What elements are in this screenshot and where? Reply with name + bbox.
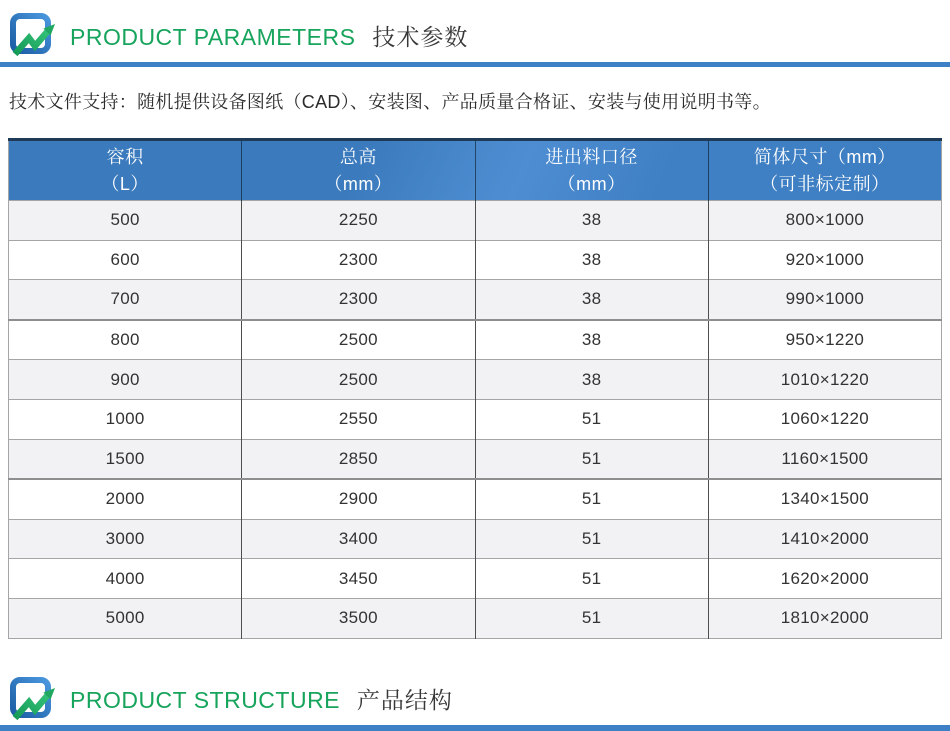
table-cell: 51 [475, 479, 708, 519]
table-cell: 2500 [242, 360, 475, 400]
table-cell: 500 [110, 210, 140, 230]
table-row [9, 320, 942, 360]
table-cell: 38 [475, 360, 708, 400]
table-cell: 2850 [242, 439, 475, 479]
table-cell: 2300 [242, 280, 475, 320]
section-title-en: PRODUCT PARAMETERS [70, 23, 356, 50]
table-cell: 2550 [242, 399, 475, 439]
table-cell: 1340×1500 [708, 479, 941, 519]
table-cell: 1010×1220 [708, 360, 941, 400]
parameters-table [8, 138, 942, 639]
table-cell: 1500 [105, 448, 145, 468]
column-header: 总高 （mm） [242, 140, 475, 201]
table-cell: 38 [475, 280, 708, 320]
table-row [9, 399, 942, 439]
table-cell: 2900 [242, 479, 475, 519]
table-cell: 4000 [105, 568, 145, 588]
table-cell: 1410×2000 [708, 519, 941, 559]
table-cell: 51 [475, 439, 708, 479]
table-cell: 38 [475, 320, 708, 360]
table-row [9, 559, 942, 599]
table-row [9, 598, 942, 638]
table-header-row [9, 140, 942, 201]
table-cell: 3400 [242, 519, 475, 559]
table-cell: 600 [110, 249, 140, 269]
table-cell: 1620×2000 [708, 559, 941, 599]
table-cell: 38 [475, 240, 708, 280]
table-cell: 800 [110, 330, 140, 350]
table-cell: 51 [475, 519, 708, 559]
section-title-zh: 技术参数 [372, 23, 469, 50]
column-header: 容积 （L） [101, 147, 149, 194]
section-title-zh: 产品结构 [356, 687, 453, 714]
table-cell: 5000 [105, 608, 145, 628]
table-cell: 990×1000 [708, 280, 941, 320]
table-row [9, 519, 942, 559]
table-header [9, 140, 942, 201]
table-cell: 920×1000 [708, 240, 941, 280]
table-cell: 2300 [242, 240, 475, 280]
table-cell: 2000 [105, 489, 145, 509]
table-row [9, 280, 942, 320]
section-title [70, 682, 453, 715]
table-cell: 700 [110, 289, 140, 309]
section-header-parameters [0, 0, 950, 62]
table-row [9, 360, 942, 400]
table-cell: 3000 [105, 529, 145, 549]
table-cell: 2250 [242, 201, 475, 241]
table-cell: 3500 [242, 598, 475, 638]
table-body [9, 201, 942, 639]
brand-zigzag-logo-icon [8, 676, 58, 722]
table-cell: 38 [475, 201, 708, 241]
table-cell: 1810×2000 [708, 598, 941, 638]
section-title-en: PRODUCT STRUCTURE [70, 687, 341, 714]
table-cell: 51 [475, 559, 708, 599]
section-title [70, 19, 468, 52]
table-cell: 1160×1500 [708, 439, 941, 479]
table-cell: 950×1220 [708, 320, 941, 360]
table-cell: 1060×1220 [708, 399, 941, 439]
tech-support-note: 技术文件支持：随机提供设备图纸（CAD）、安装图、产品质量合格证、安装与使用说明书等。 [9, 92, 771, 112]
table-cell: 51 [475, 598, 708, 638]
table-row [9, 240, 942, 280]
table-cell: 51 [475, 399, 708, 439]
table-cell: 3450 [242, 559, 475, 599]
table-cell: 900 [110, 369, 140, 389]
table-cell: 800×1000 [708, 201, 941, 241]
divider-line-bottom [0, 725, 950, 731]
column-header: 简体尺寸（mm） （可非标定制） [708, 140, 941, 201]
table-cell: 2500 [242, 320, 475, 360]
table-row [9, 479, 942, 519]
section-header-structure [0, 676, 950, 722]
table-row [9, 201, 942, 241]
divider-line-top [0, 62, 950, 67]
table-row [9, 439, 942, 479]
table-cell: 1000 [105, 409, 145, 429]
column-header: 进出料口径 （mm） [475, 140, 708, 201]
brand-zigzag-logo-icon [8, 12, 58, 58]
